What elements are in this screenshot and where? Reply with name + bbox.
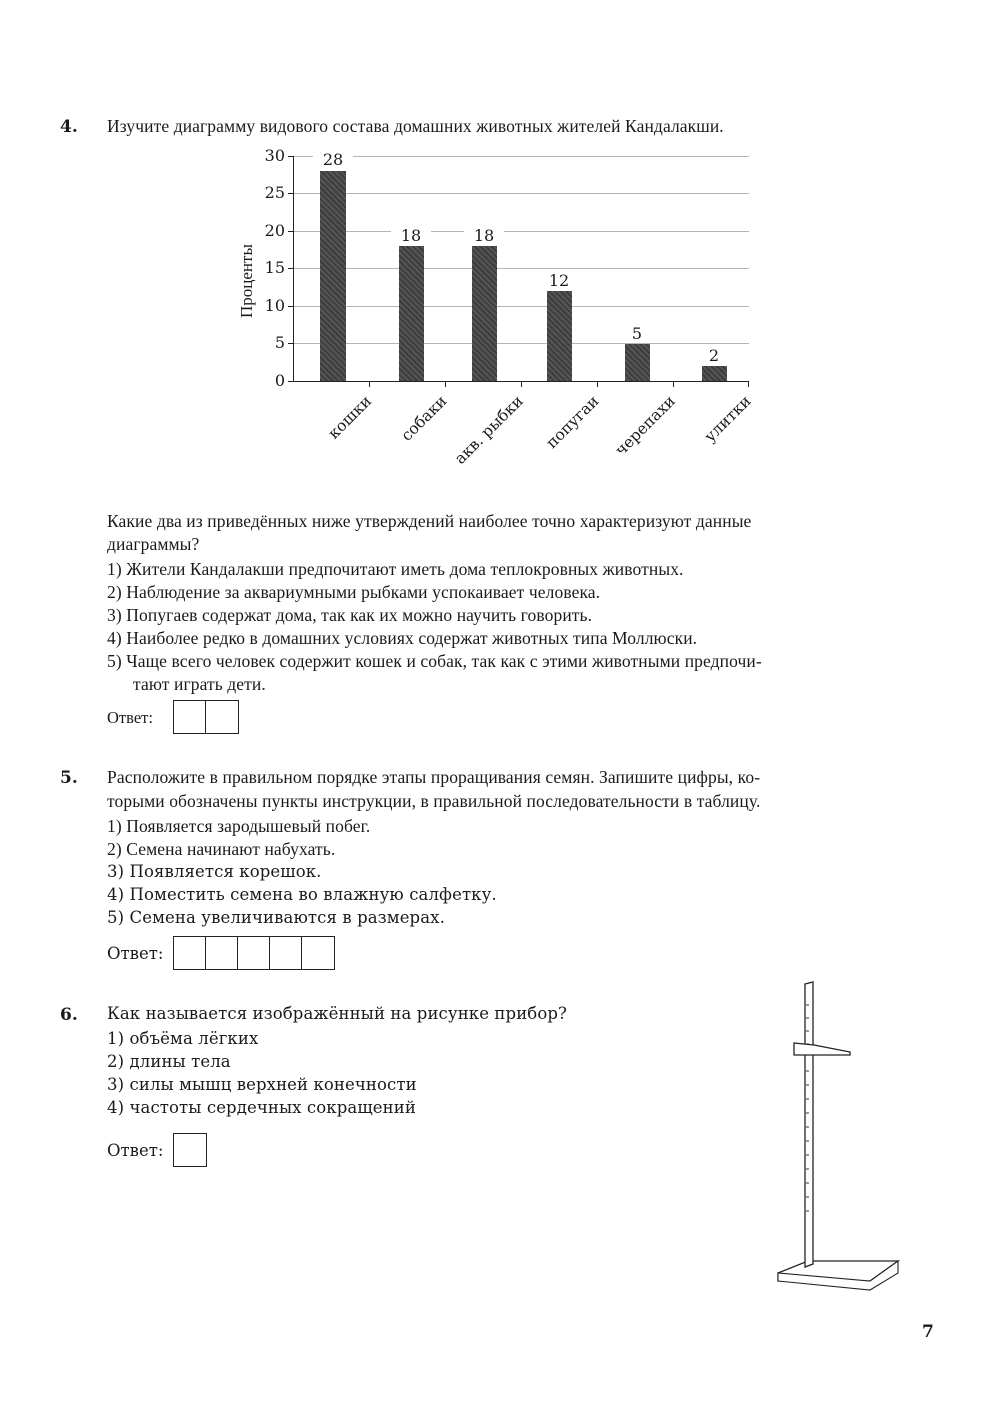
x-tick-mark — [369, 381, 370, 387]
option-number: 4) — [107, 885, 125, 904]
y-tick-10: 10 — [264, 296, 285, 315]
bar-value-label: 18 — [464, 226, 504, 245]
option-text: объёма лёгких — [129, 1029, 259, 1048]
q4-option-3 — [107, 605, 592, 626]
question-5-number: 5. — [60, 768, 78, 788]
q5-answer-field[interactable] — [173, 936, 335, 970]
answer-cell[interactable] — [174, 937, 206, 969]
option-text: Семена увеличиваются в размерах. — [129, 908, 445, 927]
x-tick-mark — [748, 381, 749, 387]
x-tick-mark — [445, 381, 446, 387]
bar-aquarium-fish — [472, 246, 497, 381]
q5-option-2 — [107, 839, 335, 860]
option-number: 5) — [107, 908, 125, 927]
option-number: 1) — [107, 816, 122, 836]
gridline-10 — [293, 306, 749, 307]
q6-option-4 — [107, 1098, 416, 1117]
option-number: 2) — [107, 839, 122, 859]
bar-chart — [0, 0, 1000, 500]
answer-cell[interactable] — [174, 701, 206, 733]
option-text: Попугаев содержат дома, так как их можно научить говорить. — [126, 605, 593, 625]
q4-option-1 — [107, 559, 684, 580]
y-tick-25: 25 — [264, 183, 285, 202]
option-number: 2) — [107, 1052, 125, 1071]
q6-option-1 — [107, 1029, 258, 1048]
bar-value-label: 2 — [694, 346, 734, 365]
bar-value-label: 5 — [617, 324, 657, 343]
q4-option-4 — [107, 628, 697, 649]
q5-answer-label: Ответ: — [107, 944, 164, 963]
q4-option-5 — [107, 651, 762, 672]
q6-answer-label: Ответ: — [107, 1141, 164, 1160]
answer-cell[interactable] — [270, 937, 302, 969]
answer-cell[interactable] — [206, 937, 238, 969]
x-tick-mark — [521, 381, 522, 387]
page-number: 7 — [922, 1322, 934, 1342]
option-number: 4) — [107, 1098, 125, 1117]
x-label-cats: кошки — [324, 392, 375, 443]
q5-option-4 — [107, 885, 497, 904]
answer-cell[interactable] — [174, 1134, 206, 1166]
stadiometer-icon — [770, 975, 910, 1295]
option-text: Наиболее редко в домашних условиях содержат животных типа Моллюски. — [126, 628, 698, 648]
option-text: Наблюдение за аквариумными рыбками успокаивает человека. — [126, 582, 601, 602]
option-number: 4) — [107, 628, 122, 648]
answer-cell[interactable] — [302, 937, 334, 969]
gridline-5 — [293, 343, 749, 344]
question-5-prompt-line1: Расположите в правильном порядке этапы проращивания семян. Запишите цифры, ко- — [107, 767, 761, 787]
option-text: Появляется корешок. — [129, 862, 322, 881]
q6-answer-field[interactable] — [173, 1133, 207, 1167]
gridline-25 — [293, 193, 749, 194]
question-6-number: 6. — [60, 1005, 78, 1025]
answer-cell[interactable] — [238, 937, 270, 969]
option-number: 3) — [107, 1075, 125, 1094]
q5-option-3 — [107, 862, 322, 881]
option-text: силы мышц верхней конечности — [129, 1075, 417, 1094]
option-number: 1) — [107, 559, 122, 579]
y-tick-5: 5 — [274, 333, 285, 352]
option-text: Жители Кандалакши предпочитают иметь дома теплокровных животных. — [126, 559, 684, 579]
bar-parrots — [547, 291, 572, 381]
question-6-prompt: Как называется изображённый на рисунке прибор? — [107, 1004, 567, 1023]
bar-value-label: 28 — [313, 150, 353, 169]
x-label-dogs: собаки — [397, 392, 451, 445]
option-number: 2) — [107, 582, 122, 602]
bar-cats — [320, 171, 346, 381]
x-tick-mark — [673, 381, 674, 387]
option-text: Семена начинают набухать. — [126, 839, 336, 859]
bar-value-label: 12 — [539, 271, 579, 290]
question-5-prompt-line2: торыми обозначены пункты инструкции, в правильной последовательности в таблицу. — [107, 791, 761, 811]
gridline-20 — [293, 231, 749, 232]
x-label-parrots: попугаи — [542, 392, 603, 452]
option-text: Поместить семена во влажную салфетку. — [129, 885, 497, 904]
question-4-text-line1: Какие два из приведённых ниже утверждений наиболее точно характеризуют данные — [107, 511, 752, 531]
gridline-15 — [293, 268, 749, 269]
option-number: 1) — [107, 1029, 125, 1048]
y-tick-30: 30 — [264, 146, 285, 165]
x-tick-mark — [597, 381, 598, 387]
bar-snails — [702, 366, 727, 381]
question-4-text-line2: диаграммы? — [107, 534, 200, 554]
y-tick-15: 15 — [264, 258, 285, 277]
q5-option-1 — [107, 816, 370, 837]
q4-answer-field[interactable] — [173, 700, 239, 734]
option-text: длины тела — [129, 1052, 231, 1071]
y-tick-20: 20 — [264, 221, 285, 240]
option-number: 3) — [107, 862, 125, 881]
question-4-number: 4. — [60, 117, 78, 137]
x-label-turtles: черепахи — [611, 392, 679, 460]
option-text: Появляется зародышевый побег. — [126, 816, 371, 836]
answer-cell[interactable] — [206, 701, 238, 733]
question-4-prompt: Изучите диаграмму видового состава домашних животных жителей Кандалакши. — [107, 116, 724, 136]
option-number: 3) — [107, 605, 122, 625]
option-number: 5) — [107, 651, 122, 671]
option-text: Чаще всего человек содержит кошек и собак, так как с этими животными предпочи- — [126, 651, 762, 671]
q4-option-2 — [107, 582, 600, 603]
q6-option-3 — [107, 1075, 417, 1094]
x-label-snails: улитки — [701, 392, 755, 446]
x-label-aquarium-fish: акв. рыбки — [450, 392, 527, 468]
bar-value-label: 18 — [391, 226, 431, 245]
gridline-30 — [293, 156, 749, 157]
y-axis — [293, 156, 294, 382]
bar-turtles — [625, 344, 650, 381]
bar-dogs — [399, 246, 424, 381]
q4-option-5-continuation: тают играть дети. — [133, 674, 266, 694]
q6-option-2 — [107, 1052, 231, 1071]
q5-option-5 — [107, 908, 445, 927]
q4-answer-label: Ответ: — [107, 708, 153, 727]
y-tick-0: 0 — [274, 371, 285, 390]
y-axis-label: Проценты — [237, 244, 256, 318]
option-text: частоты сердечных сокращений — [129, 1098, 416, 1117]
